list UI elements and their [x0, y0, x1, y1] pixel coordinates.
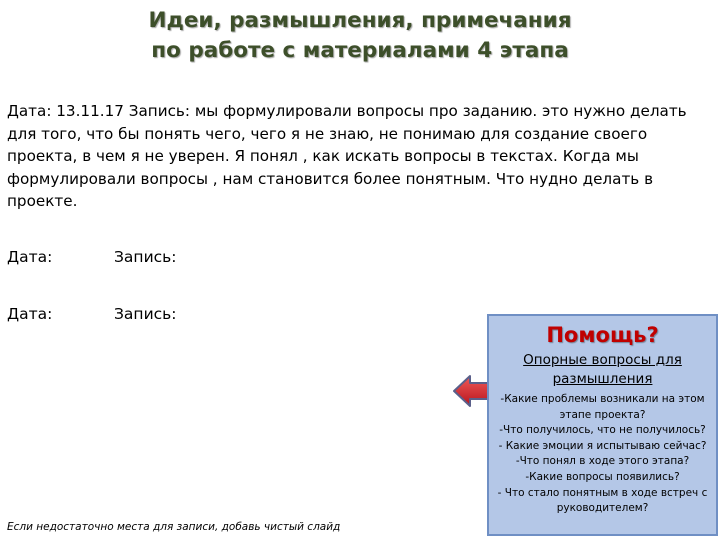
date-label: Дата:	[7, 305, 53, 323]
help-question: -Какие проблемы возникали на этом	[500, 393, 705, 405]
help-question: этапе проекта?	[559, 408, 646, 421]
page-title-line-1: Идеи, размышления, примечания	[148, 8, 572, 33]
help-subtitle	[489, 351, 716, 389]
page-title-line-2: по работе с материалами 4 этапа	[151, 38, 569, 63]
page-title	[0, 6, 720, 66]
record-label: Запись:	[114, 248, 177, 266]
help-subtitle-line-2: размышления	[552, 371, 653, 387]
help-question-list	[489, 392, 716, 517]
date-label: Дата:	[7, 248, 53, 266]
help-question: -Что получилось, что не получилось?	[499, 424, 706, 437]
help-question: -Что понял в ходе этого этапа?	[515, 455, 690, 468]
footnote: Если недостаточно места для записи, добавь чистый слайд	[7, 521, 341, 533]
help-question: - Что стало понятным в ходе встреч с	[497, 486, 708, 499]
journal-entry-1: Дата: 13.11.17 Запись: мы формулировали вопросы про заданию. это нужно делать для того, что бы понять чего, чего я не знаю, не понимаю для создание своего проекта, в чем я не уверен. Я понял , как искать вопросы в текстах. Когда мы формулировали вопросы , нам становится более понятным. Что нудно делать в проекте.	[7, 102, 687, 210]
help-panel	[487, 314, 718, 536]
help-question: - Какие эмоции я испытываю сейчас?	[498, 439, 707, 452]
record-label: Запись:	[114, 305, 177, 323]
help-question: -Какие вопросы появились?	[525, 470, 680, 483]
help-title: Помощь?	[546, 323, 659, 347]
help-subtitle-line-1: Опорные вопросы для	[523, 352, 682, 368]
help-question: руководителем?	[556, 502, 649, 515]
